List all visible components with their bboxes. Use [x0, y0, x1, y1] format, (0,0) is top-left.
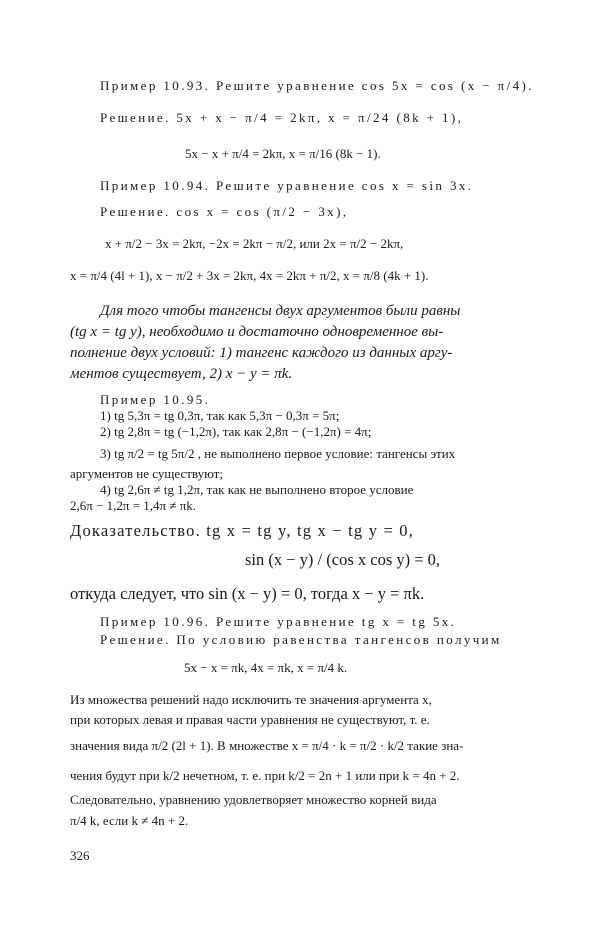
paragraph-line-6: π/4 k, если k ≠ 4n + 2. [70, 813, 189, 828]
proof-line-3: откуда следует, что sin (x − y) = 0, тогда x − y = πk. [70, 584, 425, 603]
theorem-line-2: (tg x = tg y), необходимо и достаточно одновременное вы- [70, 324, 444, 340]
example-10-93-solution: Решение. 5x + x − π/4 = 2kπ, x = π/24 (8k + 1), [100, 110, 464, 125]
example-10-95-item-1: 1) tg 5,3π = tg 0,3π, так как 5,3π − 0,3π = 5π; [100, 408, 340, 423]
example-10-94-statement: Пример 10.94. Решите уравнение cos x = sin 3x. [100, 178, 474, 193]
example-10-93-statement: Пример 10.93. Решите уравнение cos 5x = cos (x − π/4). [100, 78, 534, 93]
example-10-96-formula: 5x − x = πk, 4x = πk, x = π/4 k. [184, 660, 348, 675]
paragraph-line-5: Следовательно, уравнению удовлетворяет множество корней вида [70, 792, 437, 807]
example-10-94-formula-2: x = π/4 (4l + 1), x − π/2 + 3x = 2kπ, 4x = 2kπ + π/2, x = π/8 (4k + 1). [70, 268, 429, 283]
example-10-96-solution: Решение. По условию равенства тангенсов получим [100, 632, 502, 647]
paragraph-line-2: при которых левая и правая части уравнения не существуют, т. е. [70, 712, 430, 727]
example-10-95-heading: Пример 10.95. [100, 392, 211, 407]
example-10-93-formula: 5x − x + π/4 = 2kπ, x = π/16 (8k − 1). [185, 146, 381, 161]
example-10-95-item-2: 2) tg 2,8π = tg (−1,2π), так как 2,8π − (−1,2π) = 4π; [100, 424, 372, 439]
paragraph-line-1: Из множества решений надо исключить те значения аргумента x, [70, 692, 432, 707]
example-10-95-item-3: 3) tg π/2 = tg 5π/2 , не выполнено первое условие: тангенсы этих [100, 446, 456, 461]
example-10-95-item-3-cont: аргументов не существуют; [70, 466, 223, 481]
example-10-95-item-4: 4) tg 2,6π ≠ tg 1,2π, так как не выполнено второе условие [100, 482, 414, 497]
theorem-line-3: полнение двух условий: 1) тангенс каждого из данных аргу- [70, 345, 453, 361]
page-number: 326 [70, 848, 90, 863]
theorem-line-4: ментов существует, 2) x − y = πk. [70, 366, 293, 382]
example-10-96-statement: Пример 10.96. Решите уравнение tg x = tg 5x. [100, 614, 457, 629]
paragraph-line-3: значения вида π/2 (2l + 1). В множестве x = π/4 · k = π/2 · k/2 такие зна- [70, 738, 464, 753]
proof-line-2: sin (x − y) / (cos x cos y) = 0, [245, 550, 441, 569]
example-10-95-item-4-cont: 2,6π − 1,2π = 1,4π ≠ πk. [70, 498, 197, 513]
theorem-line-1: Для того чтобы тангенсы двух аргументов были равны [100, 303, 461, 319]
example-10-94-solution: Решение. cos x = cos (π/2 − 3x), [100, 204, 349, 219]
example-10-94-formula-1: x + π/2 − 3x = 2kπ, −2x = 2kπ − π/2, или 2x = π/2 − 2kπ, [105, 236, 404, 251]
paragraph-line-4: чения будут при k/2 нечетном, т. е. при k/2 = 2n + 1 или при k = 4n + 2. [70, 768, 460, 783]
proof-line-1: Доказательство. tg x = tg y, tg x − tg y = 0, [70, 521, 415, 540]
